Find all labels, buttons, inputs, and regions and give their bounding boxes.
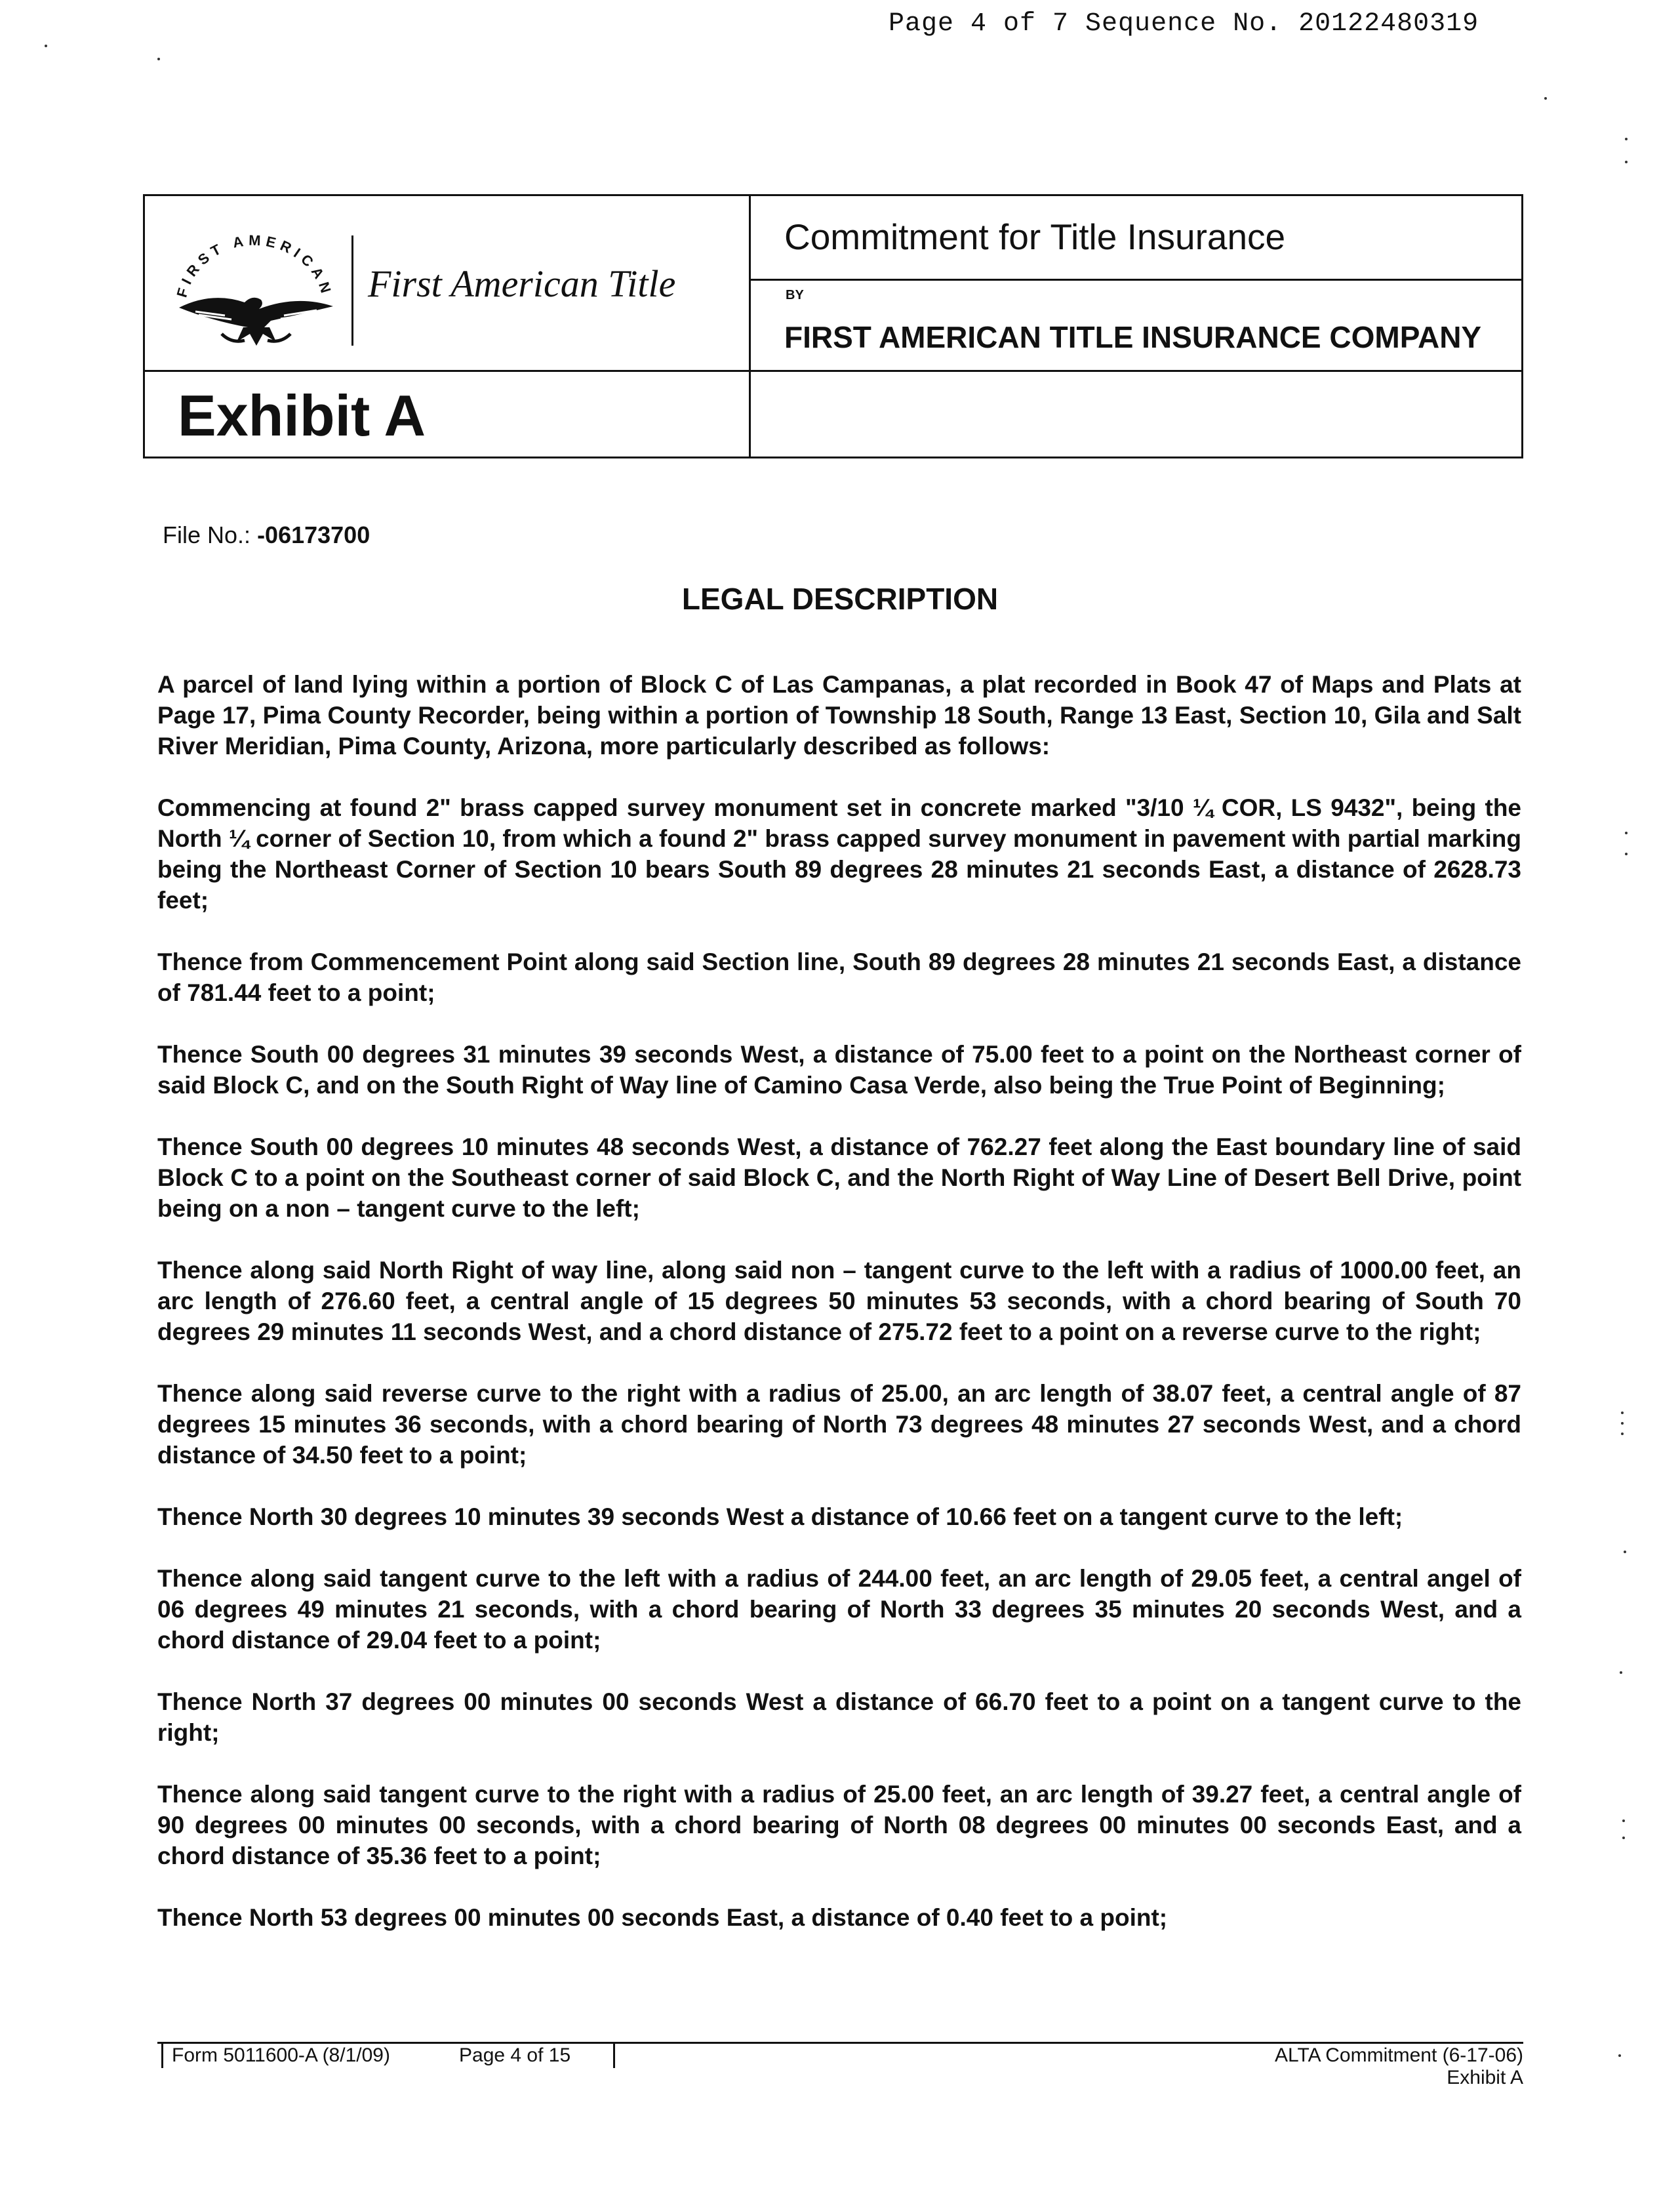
logo-arc-text: FIRST AMERICAN	[173, 232, 336, 300]
footer-alta-line: Exhibit A	[1447, 2067, 1523, 2088]
scan-speck	[1621, 1422, 1624, 1425]
footer-tick	[613, 2042, 615, 2068]
legal-paragraph: Thence along said reverse curve to the right with a radius of 25.00, an arc length of 38.07 feet, a central angle of 87 degrees 15 minutes 36 seconds, with a chord bearing of North 73 degrees 48 minutes 27 seconds West, and a chord distance of 34.50 feet to a point;	[157, 1380, 1521, 1469]
footer-rule	[157, 2042, 1523, 2044]
scan-speck	[1622, 1837, 1625, 1839]
legal-paragraph: Thence along said tangent curve to the right with a radius of 25.00 feet, an arc length of 39.27 feet, a central angle of 90 degrees 00 minutes 00 seconds, with a chord bearing of North 08 degrees 00 minutes 00 seconds East, and a chord distance of 35.36 feet to a point;	[157, 1781, 1521, 1869]
sequence-header: Page 4 of 7 Sequence No. 20122480319	[889, 9, 1479, 39]
exhibit-title: Exhibit A	[178, 383, 426, 448]
by-label: BY	[786, 288, 804, 302]
footer-form-number: Form 5011600-A (8/1/09)	[172, 2044, 390, 2066]
legal-paragraph: Thence along said tangent curve to the left with a radius of 244.00 feet, an arc length of 29.05 feet, a central angel of 06 degrees 49 minutes 21 seconds, with a chord bearing of North 33 degrees 35 minutes 20 seconds West, and a chord distance of 29.04 feet to a point;	[157, 1565, 1521, 1654]
company-name: FIRST AMERICAN TITLE INSURANCE COMPANY	[784, 320, 1482, 354]
footer-alta-label	[1275, 2044, 1523, 2089]
scan-speck	[1625, 138, 1628, 140]
brand-name: First American Title	[368, 262, 676, 305]
file-number-label: File No.:	[163, 521, 251, 548]
scan-speck	[1624, 1551, 1626, 1553]
legal-paragraph: A parcel of land lying within a portion of Block C of Las Campanas, a plat recorded in Book 47 of Maps and Plats at Page 17, Pima County Recorder, being within a portion of Township 18 South, Range 13 East, Section 10, Gila and Salt River Meridian, Pima County, Arizona, more particularly described as follows:	[157, 671, 1521, 760]
legal-description-heading: LEGAL DESCRIPTION	[681, 582, 999, 616]
file-number	[163, 521, 370, 549]
legal-paragraph: Thence North 30 degrees 10 minutes 39 seconds West a distance of 10.66 feet on a tangent curve to the left;	[157, 1503, 1403, 1530]
scan-speck	[1618, 2054, 1621, 2057]
svg-text:FIRST AMERICAN	[173, 232, 335, 299]
header-divider	[145, 370, 749, 372]
legal-paragraph: Commencing at found 2" brass capped survey monument set in concrete marked "3/10 ¼ COR, LS 9432", being the North ¼ corner of Section 10, from which a found 2" brass capped survey monument in pavement with partial marking being the Northeast Corner of Section 10 bears South 89 degrees 28 minutes 21 seconds East, a distance of 2628.73 feet;	[157, 794, 1521, 914]
scan-speck	[1622, 1819, 1625, 1822]
scan-speck	[1625, 161, 1628, 163]
header-divider	[749, 279, 1523, 281]
scan-speck	[1625, 853, 1628, 855]
legal-paragraph: Thence along said North Right of way line, along said non – tangent curve to the left with a radius of 1000.00 feet, an arc length of 276.60 feet, a central angle of 15 degrees 50 minutes 53 seconds, with a chord bearing of South 70 degrees 29 minutes 11 seconds West, and a chord distance of 275.72 feet to a point on a reverse curve to the right;	[157, 1257, 1521, 1345]
exhibit-header-box	[143, 194, 1523, 458]
legal-paragraph: Thence from Commencement Point along said Section line, South 89 degrees 28 minutes 21 seconds East, a distance of 781.44 feet to a point;	[157, 948, 1521, 1006]
scan-speck	[1621, 1412, 1624, 1414]
legal-paragraph: Thence North 37 degrees 00 minutes 00 seconds West a distance of 66.70 feet to a point on a tangent curve to the right;	[157, 1688, 1521, 1746]
footer-alta-line: ALTA Commitment (6-17-06)	[1275, 2044, 1523, 2066]
footer-tick	[161, 2042, 163, 2068]
page-footer	[157, 2042, 1523, 2094]
legal-paragraph: Thence South 00 degrees 10 minutes 48 seconds West, a distance of 762.27 feet along the East boundary line of said Block C to a point on the Southeast corner of said Block C, and the North Right of Way Line of Desert Bell Drive, point being on a non – tangent curve to the left;	[157, 1133, 1521, 1222]
eagle-seal-icon	[159, 229, 350, 354]
commitment-title: Commitment for Title Insurance	[784, 216, 1286, 257]
file-number-value: -06173700	[257, 521, 370, 548]
scan-speck	[157, 58, 160, 60]
legal-paragraph: Thence North 53 degrees 00 minutes 00 seconds East, a distance of 0.40 feet to a point;	[157, 1904, 1168, 1931]
scan-speck	[1620, 1671, 1622, 1674]
scan-speck	[1621, 1432, 1624, 1435]
scan-speck	[45, 45, 47, 47]
scan-speck	[1625, 832, 1628, 834]
header-divider	[749, 370, 1523, 372]
header-divider	[749, 196, 751, 457]
footer-page-number: Page 4 of 15	[459, 2044, 571, 2066]
legal-paragraph: Thence South 00 degrees 31 minutes 39 seconds West, a distance of 75.00 feet to a point on the Northeast corner of said Block C, and on the South Right of Way line of Camino Casa Verde, also being the True Point of Beginning;	[157, 1041, 1521, 1099]
legal-description-body	[157, 669, 1521, 1964]
logo-divider	[351, 235, 353, 346]
scan-speck	[1544, 97, 1547, 100]
